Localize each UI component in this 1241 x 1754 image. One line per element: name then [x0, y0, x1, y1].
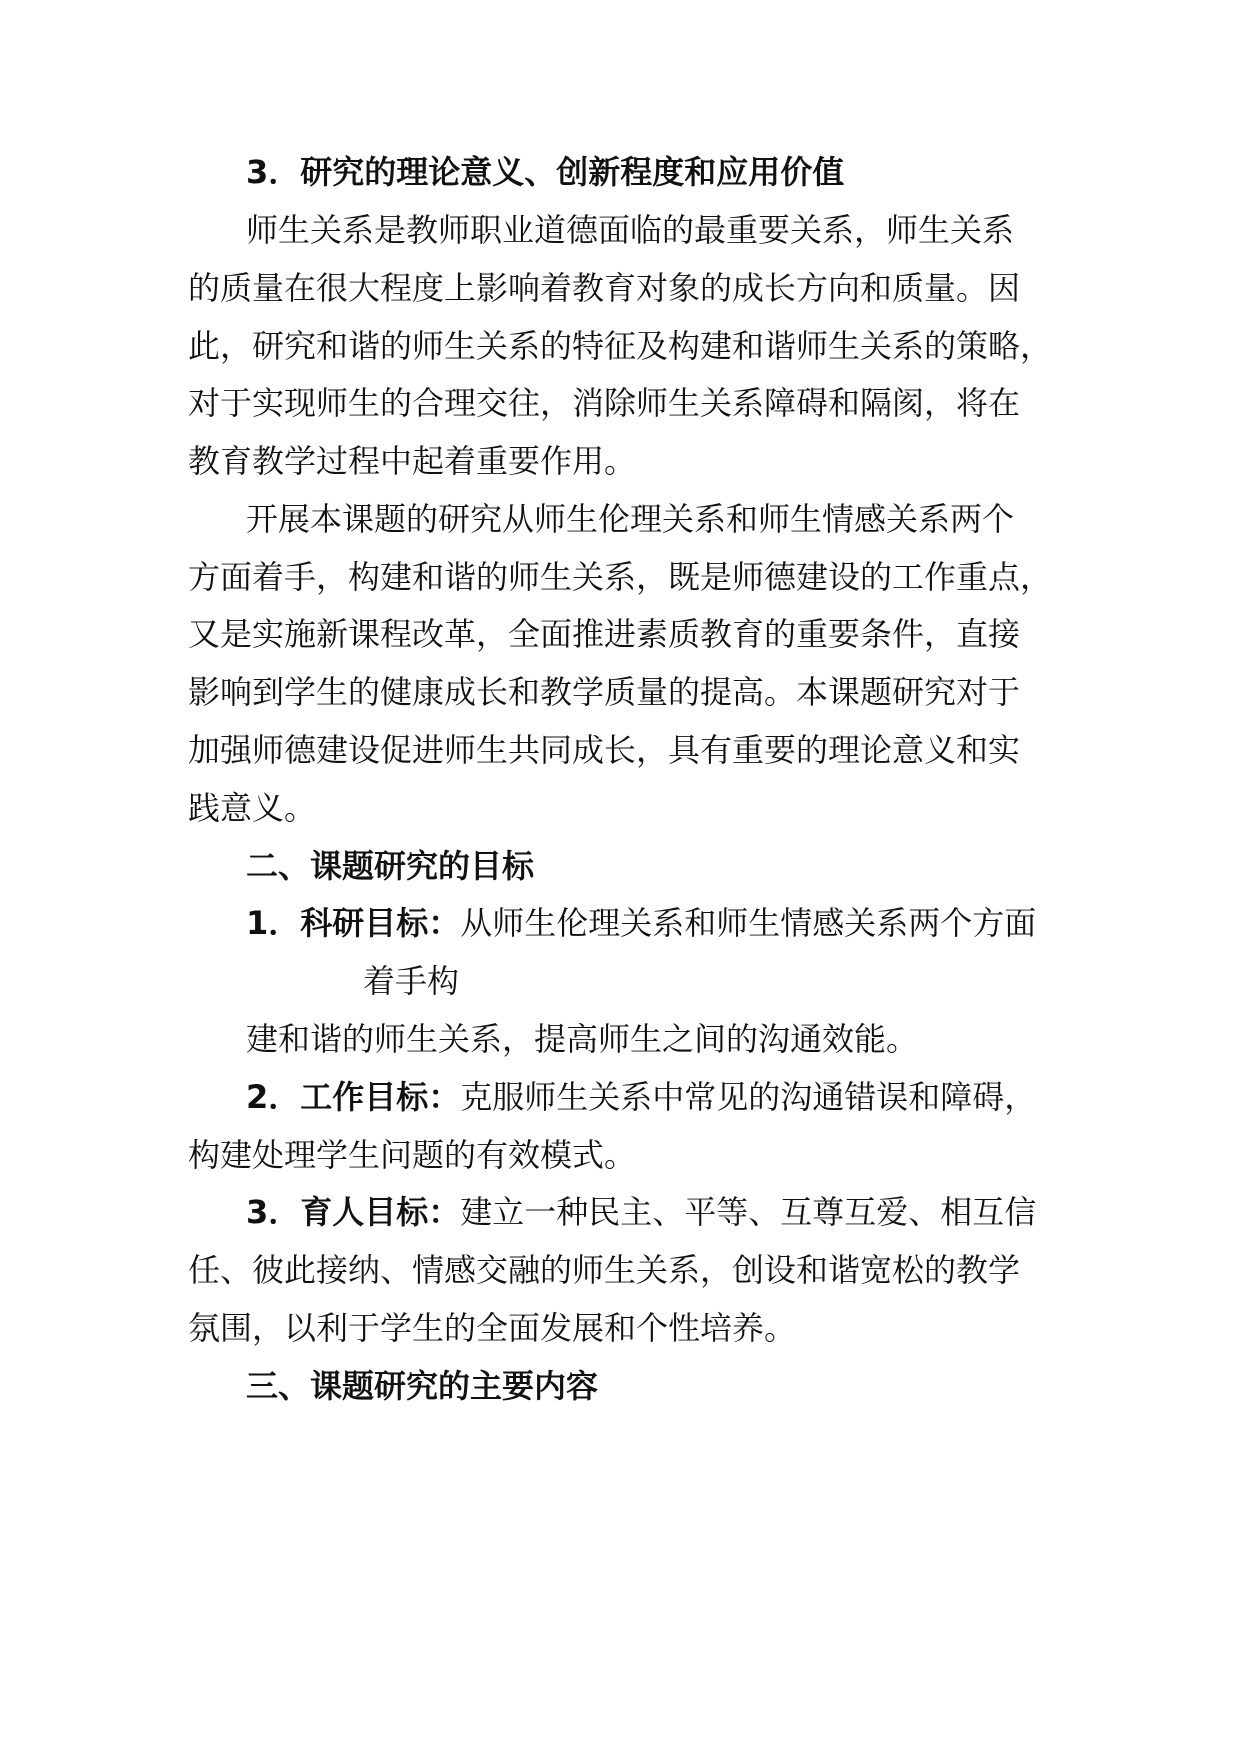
goal-line: 任、彼此接纳、情感交融的师生关系，创设和谐宽松的教学 [188, 1251, 1021, 1289]
paragraph-line: 对于实现师生的合理交往，消除师生关系障碍和隔阂，将在 [188, 384, 1021, 422]
goal-line [246, 1192, 1126, 1232]
paragraph-line: 又是实施新课程改革，全面推进素质教育的重要条件，直接 [188, 615, 1021, 653]
paragraph-line: 开展本课题的研究从师生伦理关系和师生情感关系两个 [246, 500, 1015, 538]
goal-line: 构建处理学生问题的有效模式。 [188, 1136, 637, 1174]
goal-text: 从师生伦理关系和师生情感关系两个方面 [460, 904, 1037, 942]
goal-text: 建立一种民主、平等、互尊互爱、相互信 [460, 1193, 1037, 1231]
paragraph-line: 加强师德建设促进师生共同成长，具有重要的理论意义和实 [188, 731, 1021, 769]
goal-label: 1．科研目标： [246, 904, 461, 942]
goal-line: 氛围，以利于学生的全面发展和个性培养。 [188, 1309, 797, 1347]
section-heading-3: 3．研究的理论意义、创新程度和应用价值 [246, 153, 845, 191]
paragraph-line: 践意义。 [188, 789, 317, 827]
paragraph-line: 的质量在很大程度上影响着教育对象的成长方向和质量。因 [188, 269, 1021, 307]
paragraph-line: 方面着手，构建和谐的师生关系，既是师德建设的工作重点， [188, 558, 1053, 596]
paragraph-line: 此，研究和谐的师生关系的特征及构建和谐师生关系的策略， [188, 327, 1053, 365]
goal-line: 着手构 [363, 962, 460, 1000]
goal-text: 克服师生关系中常见的沟通错误和障碍， [460, 1078, 1037, 1116]
paragraph-line: 教育教学过程中起着重要作用。 [188, 442, 637, 480]
paragraph-line: 师生关系是教师职业道德面临的最重要关系，师生关系 [246, 211, 1015, 249]
goal-label: 3．育人目标： [246, 1193, 461, 1231]
goal-line: 建和谐的师生关系，提高师生之间的沟通效能。 [246, 1020, 919, 1058]
goal-label: 2．工作目标： [246, 1078, 461, 1116]
section-heading-goals: 二、课题研究的目标 [246, 847, 535, 885]
goal-line [246, 903, 1126, 943]
goal-line [246, 1077, 1126, 1117]
section-heading-content: 三、课题研究的主要内容 [246, 1367, 599, 1405]
paragraph-line: 影响到学生的健康成长和教学质量的提高。本课题研究对于 [188, 673, 1021, 711]
